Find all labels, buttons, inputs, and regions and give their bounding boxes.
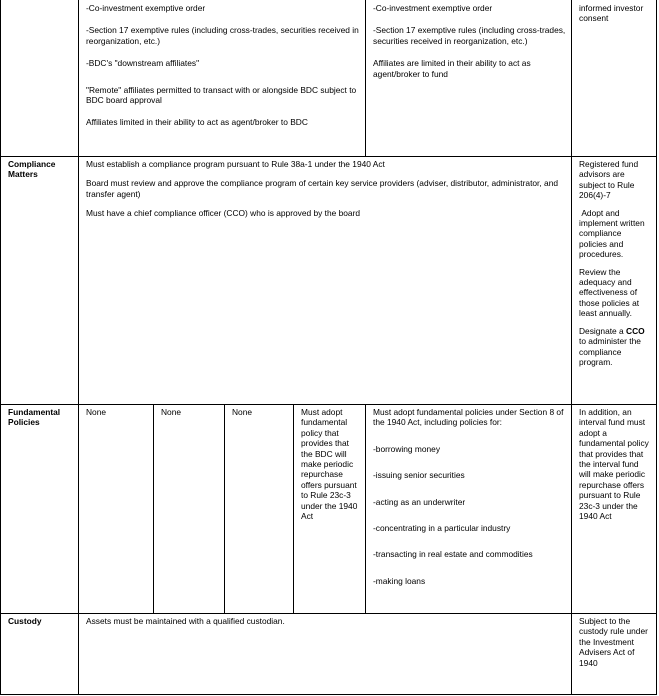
custody-main: Assets must be maintained with a qualified custodian. (86, 616, 285, 626)
fundamental-c4: Must adopt fundamental policy that provides that the BDC will make periodic repurchase offers pursuant to Rule 23c-3 under the 1940 Act (301, 407, 358, 522)
fundamental-c6: In addition, an interval fund must adopt a fundamental policy that provides that the interval fund will make periodic repurchase offers pursuant to Rule 23c-3 under the 1940 Act (579, 407, 649, 522)
compliance-label: Compliance Matters (8, 159, 56, 180)
compliance-side-4 (579, 326, 650, 368)
top-row-adviser-cell (571, 0, 657, 157)
fundamental-label: Fundamental Policies (8, 407, 61, 428)
top-row-label-cell (0, 0, 79, 157)
custody-label: Custody (8, 616, 42, 626)
fundamental-c5-cell (365, 404, 572, 614)
top-interval-line-1: -Co-investment exemptive order (373, 3, 493, 13)
custody-side: Subject to the custody rule under the Investment Advisers Act of 1940 (579, 616, 648, 668)
top-row-bdc-cell (78, 0, 366, 157)
top-bdc-line-2: -Section 17 exemptive rules (including cross-trades, securities received in reorganization, etc.) (86, 25, 359, 46)
compliance-side-1: Registered fund advisors are subject to Rule 206(4)-7 (579, 159, 639, 201)
fundamental-c5-line-1: Must adopt fundamental policies under Section 8 of the 1940 Act, including policies for: (373, 407, 564, 428)
compliance-line-2: Board must review and approve the compliance program of certain key service providers (adviser, distributor, administrator, and transfer agent) (86, 178, 559, 199)
top-bdc-line-4: "Remote" affiliates permitted to transact with or alongside BDC subject to BDC board approval (86, 84, 357, 106)
top-interval-line-3: Affiliates are limited in their ability to act as agent/broker to fund (373, 58, 531, 79)
fundamental-label-cell (0, 404, 79, 614)
compliance-adviser-cell (571, 156, 657, 405)
top-bdc-line-5: Affiliates limited in their ability to act as agent/broker to BDC (86, 117, 308, 128)
fundamental-c6-cell (571, 404, 657, 614)
fundamental-c4-cell (293, 404, 366, 614)
top-adviser-line-1: informed investor consent (579, 3, 644, 24)
compliance-label-cell (0, 156, 79, 405)
top-bdc-line-3: -BDC's "downstream affiliates" (86, 58, 200, 69)
custody-label-cell (0, 613, 79, 695)
compliance-side-4-post: to administer the compliance program. (579, 325, 647, 367)
fundamental-c5-line-4: -acting as an underwriter (373, 496, 466, 507)
compliance-cco-bold: CCO (626, 325, 645, 336)
custody-main-cell (78, 613, 572, 695)
top-interval-line-2: -Section 17 exemptive rules (including cross-trades, securities received in reorganization, etc.) (373, 25, 566, 46)
fundamental-c3-cell (224, 404, 294, 614)
compliance-side-4-pre: Designate a (579, 325, 627, 336)
top-row-interval-cell (365, 0, 572, 157)
fundamental-c3: None (232, 407, 253, 417)
top-bdc-line-1: -Co-investment exemptive order (86, 3, 206, 13)
fundamental-c1-cell (78, 404, 154, 614)
fundamental-c5-line-7: -making loans (373, 575, 426, 586)
compliance-side-3: Review the adequacy and effectiveness of those policies at least annually. (579, 266, 640, 319)
compliance-line-3: Must have a chief compliance officer (CCO) who is approved by the board (86, 208, 361, 219)
fundamental-c5-line-5: -concentrating in a particular industry (373, 523, 511, 534)
custody-adviser-cell (571, 613, 657, 695)
fundamental-c2-cell (153, 404, 225, 614)
fundamental-c5-line-2: -borrowing money (373, 443, 441, 454)
compliance-main-cell (78, 156, 572, 405)
fundamental-c2: None (161, 407, 182, 417)
compliance-line-1: Must establish a compliance program pursuant to Rule 38a-1 under the 1940 Act (86, 159, 385, 169)
fundamental-c1: None (86, 407, 107, 417)
fundamental-c5-line-3: -issuing senior securities (373, 470, 465, 481)
compliance-side-2: Adopt and implement written compliance policies and procedures. (579, 207, 647, 260)
fundamental-c5-line-6: -transacting in real estate and commodities (373, 549, 533, 560)
